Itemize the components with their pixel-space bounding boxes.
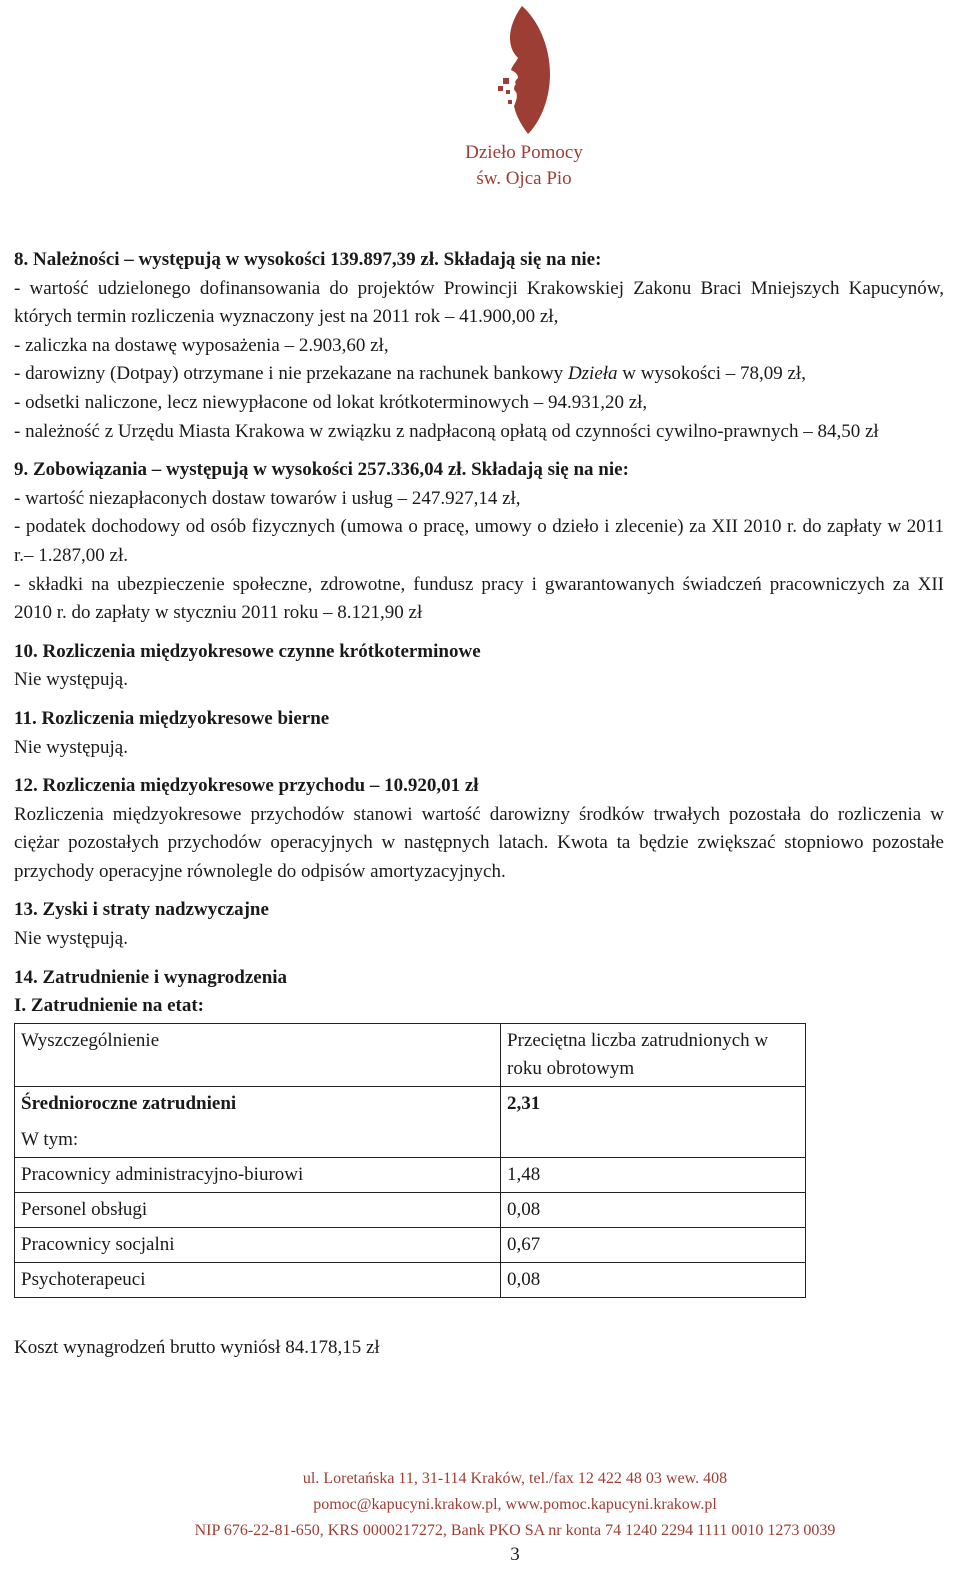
table-total-row bbox=[15, 1086, 806, 1157]
table-row bbox=[15, 1157, 806, 1192]
receivable-item: - wartość udzielonego dofinansowania do projektów Prowincji Krakowskiej Zakonu Braci Mniejszych Kapucynów, których termin rozliczenia wyznaczony jest na 2011 rok – 41.900,00 zł, bbox=[14, 277, 944, 328]
receivable-item-donation bbox=[14, 360, 944, 389]
liability-item: - wartość niezapłaconych dostaw towarów i usług – 247.927,14 zł, bbox=[14, 487, 521, 509]
page-number: 3 bbox=[510, 1544, 520, 1565]
receivable-item: - zaliczka na dostawę wyposażenia – 2.903,60 zł, bbox=[14, 334, 389, 356]
employment-subheading: I. Zatrudnienie na etat: bbox=[14, 995, 204, 1017]
employment-table bbox=[14, 1023, 806, 1298]
table-header-cell: Wyszczególnienie bbox=[15, 1023, 501, 1086]
footer-registry: NIP 676-22-81-650, KRS 0000217272, Bank PKO SA nr konta 74 1240 2294 1111 0010 1273 0039 bbox=[194, 1522, 836, 1539]
liability-item: - składki na ubezpieczenie społeczne, zdrowotne, fundusz pracy i gwarantowanych świadczeń pracowniczych za XII 2010 r. do zapłaty w styczniu 2011 roku – 8.121,90 zł bbox=[14, 573, 944, 624]
footer-address: ul. Loretańska 11, 31-114 Kraków, tel./fax 12 422 48 03 wew. 408 bbox=[302, 1470, 728, 1487]
table-cell: Pracownicy administracyjno-biurowi bbox=[15, 1157, 501, 1192]
table-row bbox=[15, 1262, 806, 1297]
section-8-heading: 8. Należności – występują w wysokości 139.897,39 zł. Składają się na nie: bbox=[14, 249, 602, 270]
section-9-heading: 9. Zobowiązania – występują w wysokości 257.336,04 zł. Składają się na nie: bbox=[14, 459, 629, 481]
table-row bbox=[15, 1192, 806, 1227]
document-body bbox=[14, 246, 944, 1362]
footer bbox=[0, 1466, 960, 1544]
section-11-heading: 11. Rozliczenia międzyokresowe bierne bbox=[14, 707, 330, 729]
donation-text-italic: Dzieła bbox=[567, 363, 618, 385]
footer-contact: pomoc@kapucyni.krakow.pl, www.pomoc.kapucyni.krakow.pl bbox=[313, 1496, 717, 1513]
section-10-heading: 10. Rozliczenia międzyokresowe czynne krótkoterminowe bbox=[14, 640, 481, 662]
table-header-cell: Przeciętna liczba zatrudnionych w roku obrotowym bbox=[501, 1023, 806, 1086]
section-10-text: Nie występują. bbox=[14, 669, 128, 691]
section-13-heading: 13. Zyski i straty nadzwyczajne bbox=[14, 899, 269, 921]
section-12-heading: 12. Rozliczenia międzyokresowe przychodu – 10.920,01 zł bbox=[14, 775, 479, 797]
section-14-heading: 14. Zatrudnienie i wynagrodzenia bbox=[14, 966, 288, 988]
section-13-text: Nie występują. bbox=[14, 928, 128, 950]
st-pio-profile-icon bbox=[494, 0, 554, 138]
logo-line-2: św. Ojca Pio bbox=[476, 168, 572, 189]
total-label: Średnioroczne zatrudnieni bbox=[21, 1092, 237, 1114]
receivable-item: - należność z Urzędu Miasta Krakowa w związku z nadpłaconą opłatą od czynności cywilno-prawnych – 84,50 zł bbox=[14, 420, 879, 442]
table-header-row bbox=[15, 1023, 806, 1086]
section-11-text: Nie występują. bbox=[14, 736, 128, 758]
section-12-text: Rozliczenia międzyokresowe przychodów stanowi wartość darowizny środków trwałych pozostała do rozliczenia w ciężar pozostałych przychodów operacyjnych w następnych latach. Kwota ta będzie zwiększać stopniowo pozostałe przychody operacyjne równolegle do odpisów amortyzacyjnych. bbox=[14, 803, 944, 882]
receivable-item: - odsetki naliczone, lecz niewypłacone od lokat krótkoterminowych – 94.931,20 zł, bbox=[14, 391, 648, 413]
liability-item: - podatek dochodowy od osób fizycznych (umowa o pracę, umowy o dzieło i zlecenie) za XII 2010 r. do zapłaty w 2011 r.– 1.287,00 zł. bbox=[14, 516, 944, 566]
table-cell: Personel obsługi bbox=[15, 1192, 501, 1227]
table-cell: 1,48 bbox=[501, 1157, 806, 1192]
table-cell bbox=[15, 1086, 501, 1157]
logo-line-1: Dzieło Pomocy bbox=[465, 142, 583, 163]
table-row bbox=[15, 1227, 806, 1262]
logo bbox=[454, 0, 594, 200]
donation-text-end: w wysokości – 78,09 zł, bbox=[617, 363, 806, 385]
total-sublabel: W tym: bbox=[21, 1128, 79, 1150]
donation-text-start: - darowizny (Dotpay) otrzymane i nie przekazane na rachunek bankowy bbox=[14, 363, 568, 385]
table-cell: 0,08 bbox=[501, 1192, 806, 1227]
table-cell: Pracownicy socjalni bbox=[15, 1227, 501, 1262]
table-cell: 0,67 bbox=[501, 1227, 806, 1262]
total-value: 2,31 bbox=[501, 1086, 806, 1157]
salary-cost-text: Koszt wynagrodzeń brutto wyniósł 84.178,15 zł bbox=[14, 1336, 380, 1358]
table-cell: Psychoterapeuci bbox=[15, 1262, 501, 1297]
table-cell: 0,08 bbox=[501, 1262, 806, 1297]
